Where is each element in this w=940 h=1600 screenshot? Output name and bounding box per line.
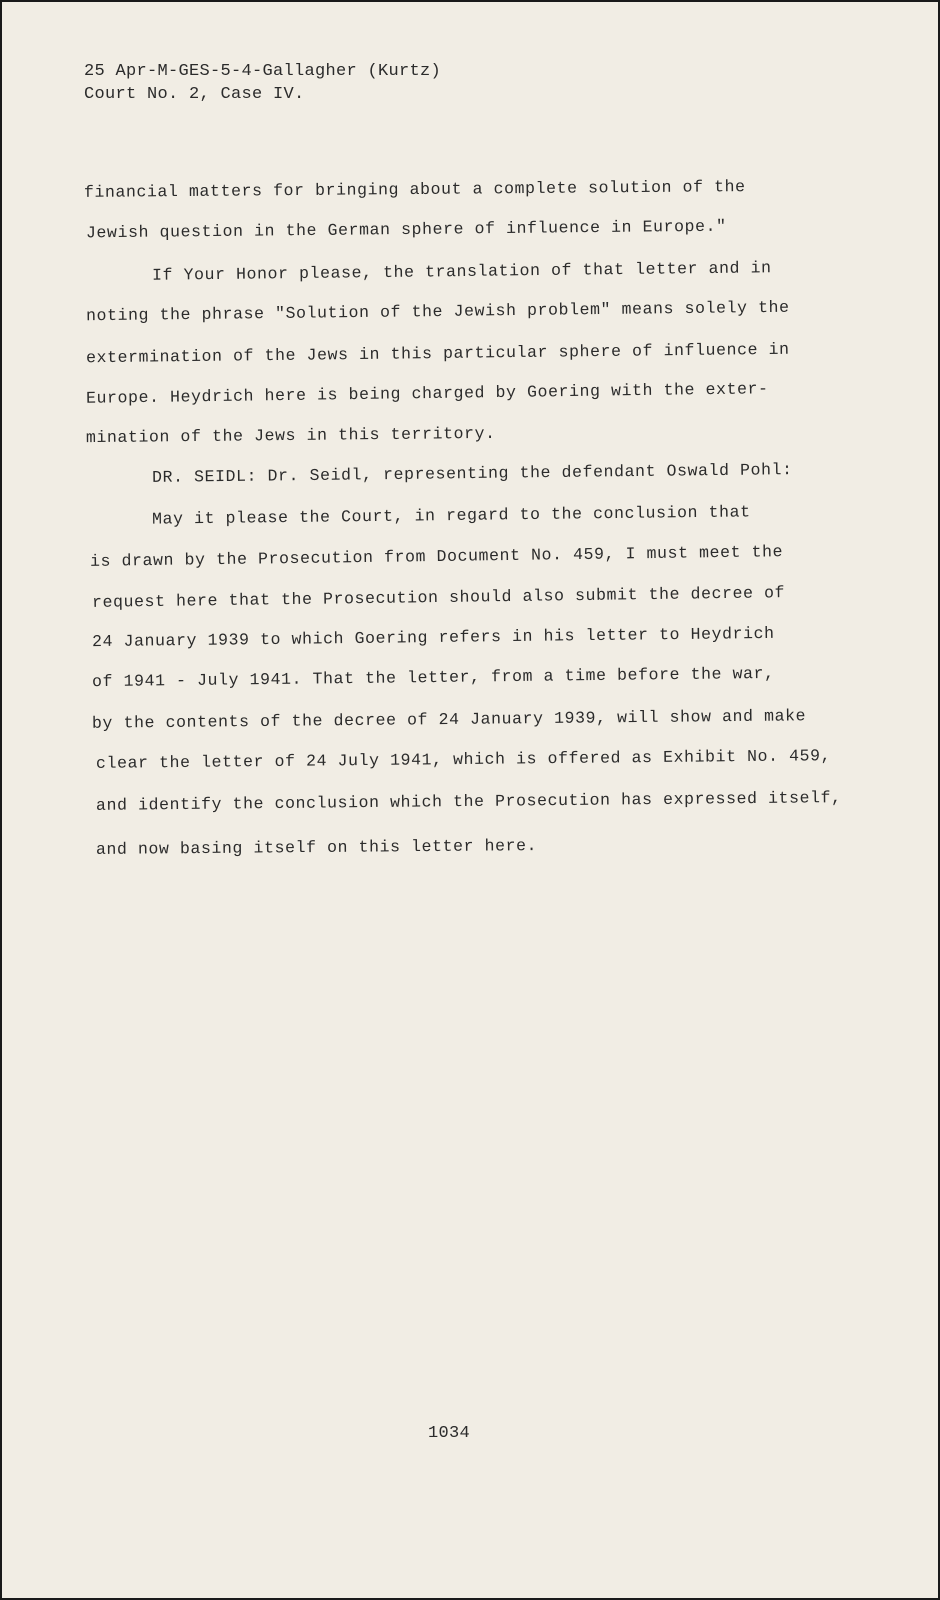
body-line: financial matters for bringing about a complete solution of the (83, 177, 746, 202)
body-line: mination of the Jews in this territory. (85, 423, 496, 448)
body-line: 24 January 1939 to which Goering refers in his letter to Heydrich (91, 623, 775, 652)
body-line: by the contents of the decree of 24 January 1939, will show and make (91, 706, 807, 733)
body-line: Europe. Heydrich here is being charged by Goering with the exter- (85, 379, 769, 408)
body-line: noting the phrase "Solution of the Jewish problem" means solely the (85, 297, 790, 326)
body-line: and now basing itself on this letter here. (95, 836, 538, 859)
header-reference: 25 Apr-M-GES-5-4-Gallagher (Kurtz) (84, 62, 442, 81)
body-line: Jewish question in the German sphere of influence in Europe." (85, 216, 727, 243)
body-line: request here that the Prosecution should also submit the decree of (91, 583, 786, 612)
body-line: May it please the Court, in regard to the conclusion that (151, 502, 751, 529)
body-line: If Your Honor please, the translation of that letter and in (151, 258, 772, 285)
body-line: extermination of the Jews in this particular sphere of influence in (85, 339, 790, 368)
document-header (84, 60, 441, 106)
body-line: is drawn by the Prosecution from Document No. 459, I must meet the (89, 542, 784, 571)
body-line: and identify the conclusion which the Prosecution has expressed itself, (95, 788, 842, 815)
body-line: clear the letter of 24 July 1941, which is offered as Exhibit No. 459, (95, 746, 832, 773)
page-number: 1034 (428, 1424, 471, 1443)
body-line: of 1941 - July 1941. That the letter, from a time before the war, (91, 663, 775, 692)
body-line: DR. SEIDL: Dr. Seidl, representing the defendant Oswald Pohl: (151, 460, 793, 487)
header-court-case: Court No. 2, Case IV. (84, 85, 305, 104)
